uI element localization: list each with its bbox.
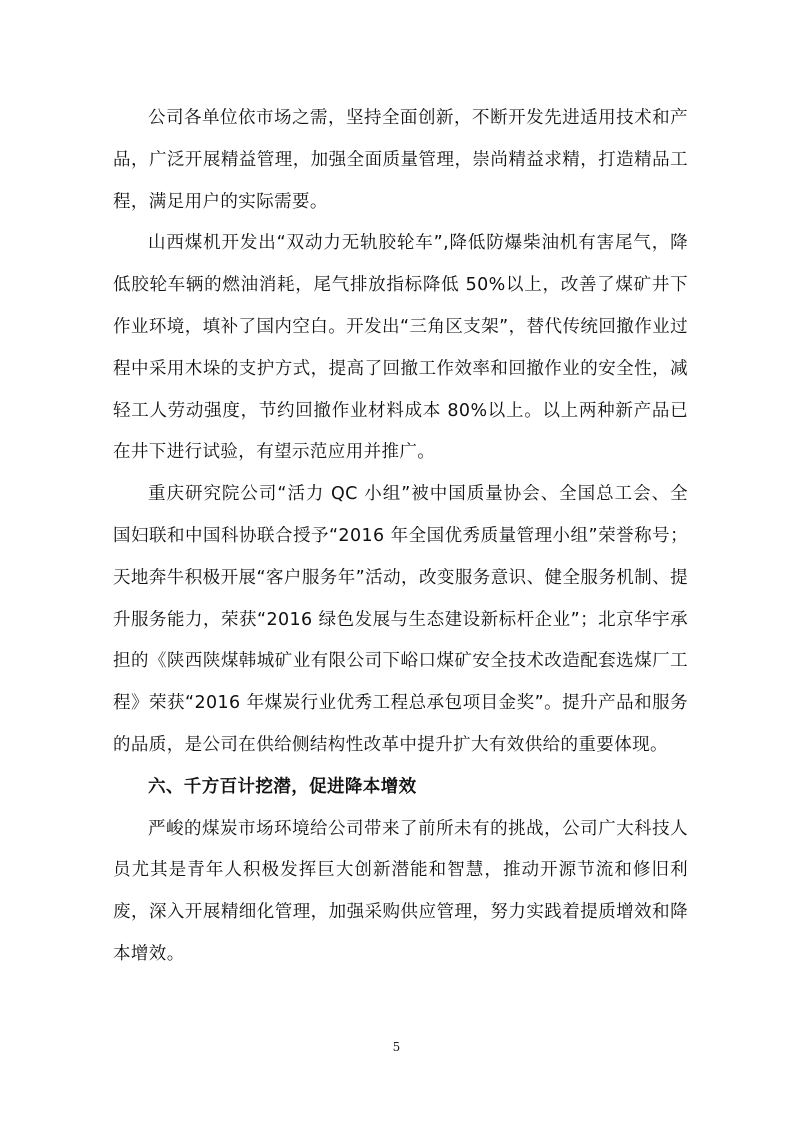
page-number: 5: [392, 1040, 401, 1054]
section-heading: 六、千方百计挖潜，促进降本增效: [148, 776, 417, 797]
paragraph-cost-reduction: 严峻的煤炭市场环境给公司带来了前所未有的挑战，公司广大科技人员尤其是青年人积极发挥巨大创新潜能和智慧，推动开源节流和修旧利废，深入开展精细化管理，加强采购供应管理，努力实践着提质增效和降本增效。: [113, 818, 688, 964]
paragraph-innovation: 公司各单位依市场之需，坚持全面创新，不断开发先进适用技术和产品，广泛开展精益管理，加强全面质量管理，崇尚精益求精，打造精品工程，满足用户的实际需要。: [113, 108, 688, 212]
paragraph-shanxi-coal-machinery: 山西煤机开发出“双动力无轨胶轮车”,降低防爆柴油机有害尾气，降低胶轮车辆的燃油消耗，尾气排放指标降低 50%以上，改善了煤矿井下作业环境，填补了国内空白。开发出“三角区支架”，替代传统回撤作业过程中采用木垛的支护方式，提高了回撤工作效率和回撤作业的安全性，减轻工人劳动强度，节约回撤作业材料成本 80%以上。以上两种新产品已在井下进行试验，有望示范应用并推广。: [113, 233, 688, 463]
document-body: [113, 98, 688, 976]
paragraph-quality-awards: 重庆研究院公司“活力 QC 小组”被中国质量协会、全国总工会、全国妇联和中国科协联合授予“2016 年全国优秀质量管理小组”荣誉称号；天地奔牛积极开展“客户服务年”活动，改变服务意识、健全服务机制、提升服务能力，荣获“2016 绿色发展与生态建设新标杆企业”；北京华宇承担的《陕西陕煤韩城矿业有限公司下峪口煤矿安全技术改造配套选煤厂工程》荣获“2016 年煤炭行业优秀工程总承包项目金奖”。提升产品和服务的品质，是公司在供给侧结构性改革中提升扩大有效供给的重要体现。: [113, 484, 688, 755]
